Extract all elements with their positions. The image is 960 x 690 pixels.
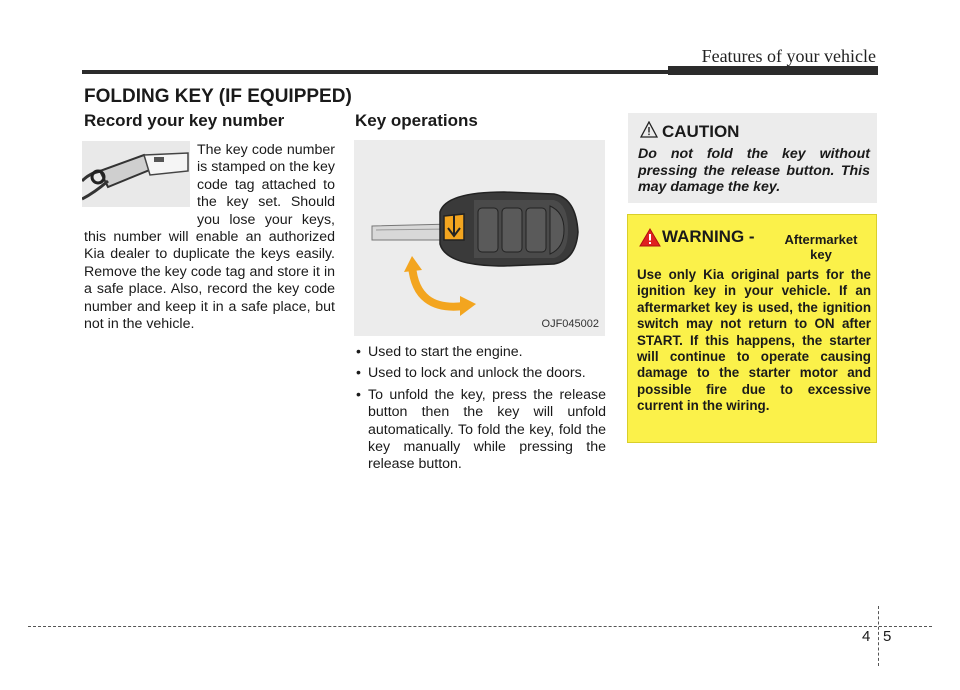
bullet-text: To unfold the key, press the release button then the key will unfold automatically. To fold the key, fold the key manually while pressing the release button. — [368, 386, 606, 473]
record-heading: Record your key number — [84, 111, 285, 130]
caution-box — [628, 113, 877, 203]
running-header: Features of your vehicle — [701, 46, 876, 66]
list-item — [354, 387, 606, 474]
caution-triangle-icon — [640, 121, 658, 138]
bullet-text: Used to start the engine. — [368, 344, 523, 360]
page-number-divider — [878, 606, 879, 666]
warning-box — [627, 214, 877, 443]
footer-rule — [28, 626, 932, 627]
folding-key-figure — [354, 140, 605, 336]
bullet-dot: • — [356, 344, 361, 360]
warning-title: WARNING - — [662, 227, 755, 246]
record-text — [84, 142, 335, 333]
chapter-number: 4 — [862, 628, 871, 645]
operations-heading: Key operations — [355, 111, 478, 130]
caution-text: Do not fold the key without pressing the release button. This may damage the key. — [638, 146, 870, 195]
caution-title: CAUTION — [662, 122, 740, 141]
warning-triangle-icon — [639, 228, 661, 247]
bullet-dot: • — [356, 386, 361, 403]
page-number: 5 — [883, 628, 892, 645]
warning-subtitle: Aftermarket key — [784, 232, 858, 262]
list-item — [354, 365, 606, 382]
section-title: FOLDING KEY (IF EQUIPPED) — [84, 86, 352, 107]
operations-bullet-list — [354, 344, 606, 478]
text-float-spacer — [84, 142, 197, 214]
bullet-dot: • — [356, 365, 361, 382]
record-paragraph: The key code number is stamped on the key code tag attached to the key set. Should you lose your keys, this number will enable an authorized Kia dealer to duplicate the keys easily. Remove the key code tag and store it in a safe place. Also, record the key code number and keep it in a safe place, but not in the vehicle. — [84, 142, 336, 333]
list-item — [354, 344, 606, 361]
warning-text: Use only Kia original parts for the ignition key in your vehicle. If an aftermarket key is used, the ignition switch may not return to ON after START. If this happens, the starter will continue to operate causing damage to the starter motor and possible fire due to excessive current in the wiring. — [637, 267, 871, 414]
figure-code: OJF045002 — [541, 318, 599, 330]
bullet-text: Used to lock and unlock the doors. — [368, 365, 586, 382]
header-rule-accent — [668, 66, 878, 75]
